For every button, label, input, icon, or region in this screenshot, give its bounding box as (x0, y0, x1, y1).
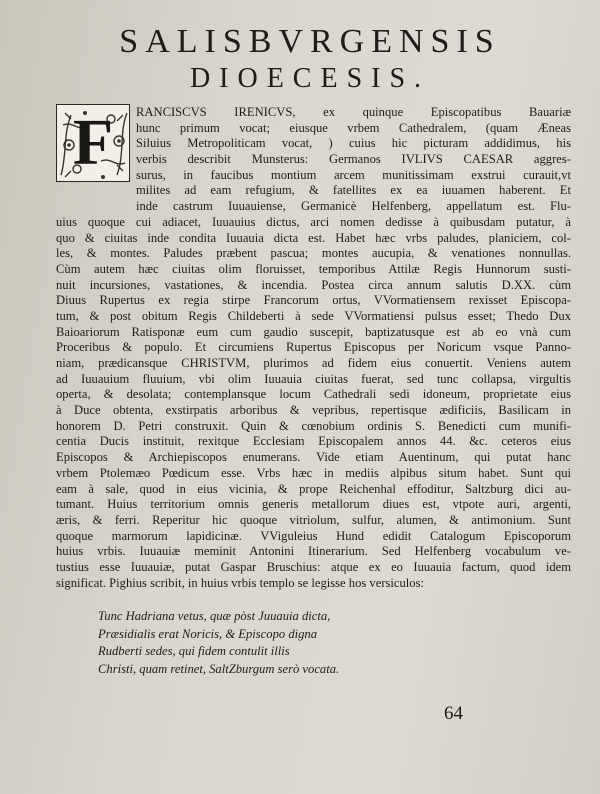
text-line: tustius esse Iuuauiæ, putat Gaspar Bruschius: atque ex eo Iuuauia factum, quod idem (56, 559, 571, 574)
text-line: Proceribus & populo. Et circumiens Rupertus Episcopus per Noricum vsque Panno- (56, 340, 571, 355)
text-line: quoque marmorum lapidicinæ. VViguleius Hund edidit Catalogum Episcoporum (56, 528, 571, 543)
main-text (56, 105, 571, 591)
text-line: verbis describit Munsterus: Germanos IVLIVS CAESAR aggres- (136, 152, 571, 167)
text-line: quo & ciuitas inde condita Iuuauia dicta est. Habet hæc vrbs paludes, planiciem, col- (56, 230, 571, 245)
page-number: 64 (444, 703, 463, 724)
text-line: ad Iuuauium fluuium, vbi olim Iuuauia ciuitas fuerat, sed tunc collapsa, virgultis (56, 371, 571, 386)
text-line: centia Ducis instituit, rexitque Ecclesiam Episcopalem annos 44. &c. ceteros eius (56, 434, 571, 449)
text-line: Baioariorum Ratisponæ eum cum gaudio suscepit, baptizatusque est ab eo vnà cum (56, 324, 571, 339)
text-line: tumant. Huius territorium omnis generis metallorum diues est, vtpote auri, argenti, (56, 497, 571, 512)
text-line: Cùm autem hæc ciuitas olim floruisset, temporibus Attilæ Regis Hunnorum susti- (56, 261, 571, 276)
text-line: honorem D. Petri construxit. Quin & cœnobium ordinis S. Benedicti cum munifi- (56, 418, 571, 433)
text-line: vrbem Ptolemæo Pœdicum esse. Vrbs hæc in mediis alpibus situm habet. Sunt qui (56, 465, 571, 480)
text-line: huius vrbis. Iuuauiæ meminit Antonini Itinerarium. Sed Helfenberg vocabulum ve- (56, 544, 571, 559)
verse-line: Christi, quam retinet, SaltZburgum serò vocata. (98, 661, 340, 676)
verse-line: Tunc Hadriana vetus, quæ pòst Juuauia dicta, (98, 609, 331, 623)
author-name: RANCISCVS IRENICVS (136, 105, 293, 119)
text-line: æris, & ferri. Reperitur hic quoque vitriolum, sulfur, alumen, & antimonium. Sunt (56, 512, 571, 527)
verse-line: Præsidialis erat Noricis, & Episcopo digna (98, 626, 318, 641)
text-line: operta, & desolata; contemplansque locum Cathedrali sedi idoneum, proprietate eius (56, 387, 571, 402)
text-line: tum, & post obitum Regis Childeberti à sede VVormatiensi pulsus esset; Thedo Dux (56, 308, 571, 323)
text-line: à Duce obtenta, exstirpatis arboribus & vepribus, repertisque ædificiis, Basilicam in (56, 403, 571, 418)
text-line: niam, prædicansque CHRISTVM, plurimos ad fidem eius conuertit. Veniens autem (56, 356, 571, 370)
verse-block (98, 608, 339, 678)
text-line: nuit incursiones, vastationes, & incendia. Postea circa annum salutis D.XX. cùm (56, 277, 571, 292)
text-line: eam à sale, quod in eius vicinia, & prope Reichenhal effoditur, Saltzburg dici au- (56, 481, 571, 496)
text-line: milites ad eam refugium, & fatellites ex ea iuuamen haberent. Et (136, 183, 571, 198)
text-line: Episcopos & Archiepiscopos enumerans. Vide etiam Auentinum, qui putat hanc (56, 450, 571, 465)
text-line: Diuus Rupertus ex regia stirpe Francorum ortus, VVormatiensem rexisset Episcopa- (56, 293, 571, 308)
initial-letter: F (72, 106, 114, 179)
title-line-1: SALISBVRGENSIS (119, 23, 501, 60)
text-line: RANCISCVS IRENICVS, ex quinque Episcopatibus Bauariæ (136, 105, 571, 119)
text-line: significat. Pighius scribit, in huius vrbis templo se legisse hos versiculos: (56, 575, 424, 590)
text-line: les, & montes. Paludes præbent pascua; montes aucupia, & venationes nonnullas. (56, 246, 571, 261)
text-line: surus, in faucibus montium arcem munitissimam exstrui curauit,vt (136, 167, 571, 182)
title-line-2: DIOECESIS. (189, 63, 431, 94)
text-line: hunc primum vocat; eiusque vrbem Cathedralem, (quam Æneas (136, 120, 571, 135)
text-line: Siluius Metropoliticam vocat, ) cuius hic picturam addidimus, his (136, 136, 571, 151)
verse-line: Rudberti sedes, qui fidem contulit illis (98, 644, 290, 658)
text-line: inde castrum Iuuauiense, Germanicè Helfenberg, appellatum est. Flu- (136, 199, 571, 214)
text-line: uius quoque cui adiacet, Iuuauius dictus, arci nomen dedisse à quibusdam putatur, à (56, 214, 571, 229)
